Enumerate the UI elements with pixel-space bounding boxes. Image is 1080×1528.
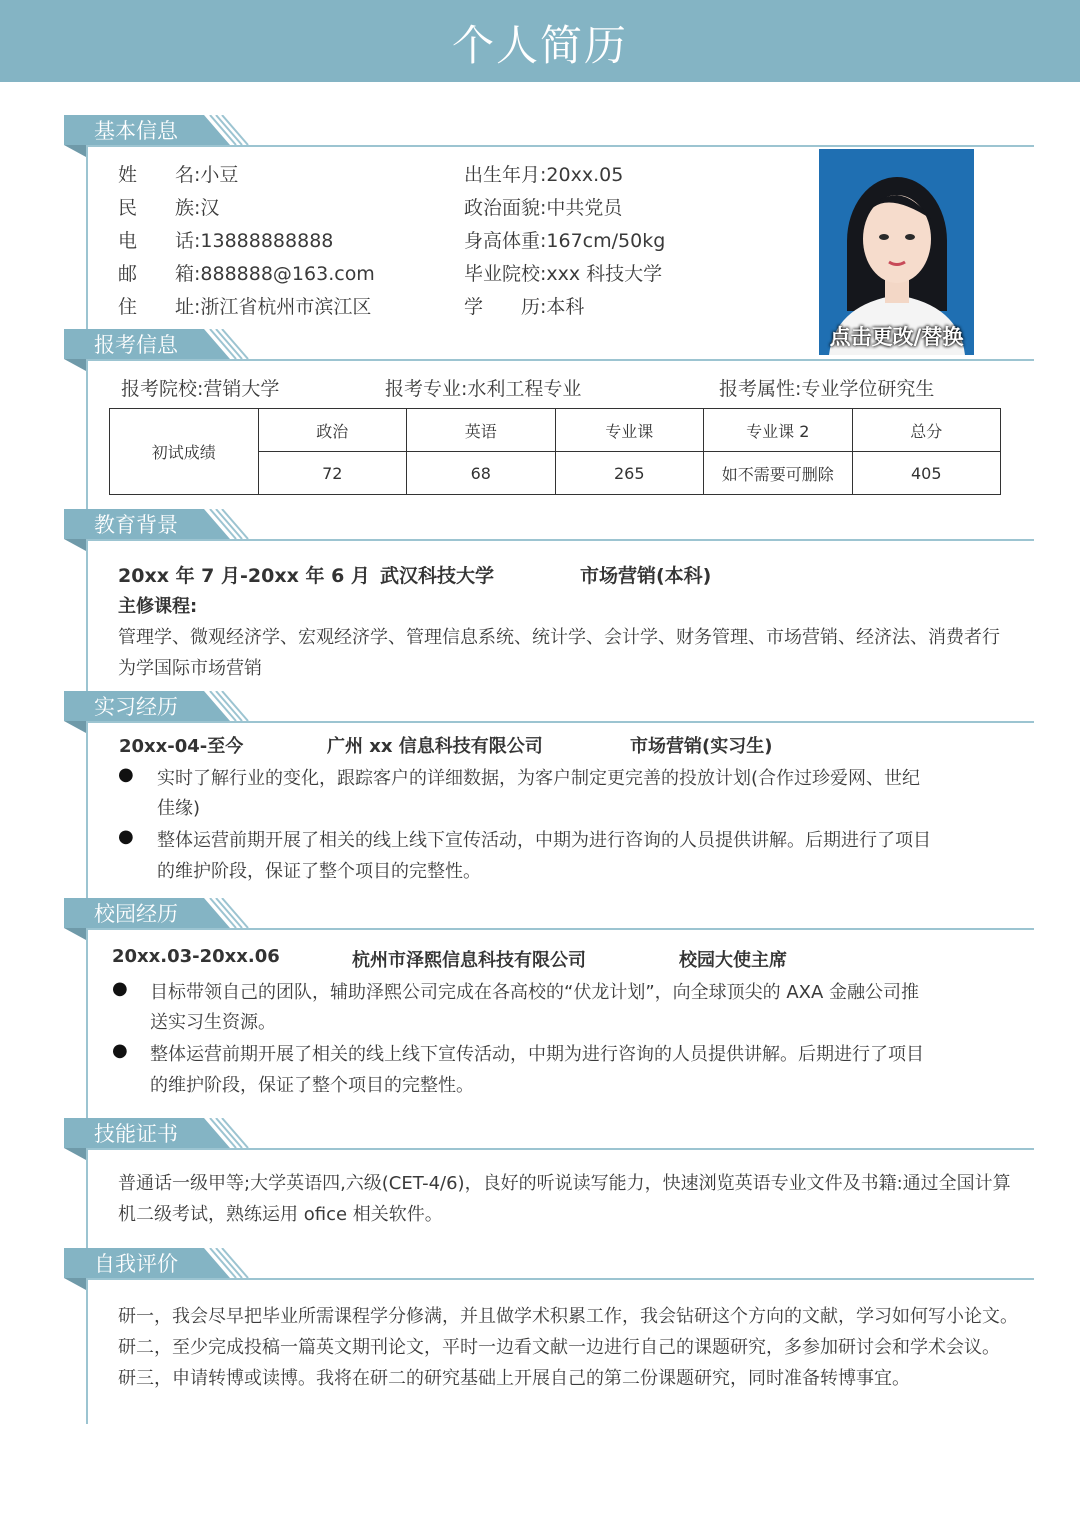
campus-company: 杭州市泽熙信息科技有限公司 bbox=[352, 950, 586, 971]
exam-type: 报考属性:专业学位研究生 bbox=[719, 378, 935, 400]
skills-line: 普通话一级甲等;大学英语四,六级(CET-4/6)，良好的听说读写能力，快速浏览英语专业文件及书籍:通过全国计算 bbox=[118, 1173, 1011, 1194]
score-header-cell: 专业课 2 bbox=[704, 409, 853, 452]
internship-bullet-line: 的维护阶段，保证了整个项目的完整性。 bbox=[157, 861, 481, 882]
score-cell: 如不需要可删除 bbox=[704, 452, 853, 495]
campus-bullet-line: 目标带领自己的团队，辅助泽熙公司完成在各高校的“伏龙计划”，向全球顶尖的 AXA 金融公司推 bbox=[150, 982, 920, 1003]
profile-photo[interactable] bbox=[819, 149, 974, 355]
score-row-label: 初试成绩 bbox=[110, 409, 259, 495]
internship-bullet-line: 整体运营前期开展了相关的线上线下宣传活动，中期为进行咨询的人员提供讲解。后期进行了项目 bbox=[157, 830, 931, 851]
basic-left-2: 电 话:13888888888 bbox=[118, 230, 334, 252]
score-header-cell: 英语 bbox=[407, 409, 556, 452]
basic-right-3: 毕业院校:xxx 科技大学 bbox=[464, 263, 663, 285]
resume-title: 个人简历 bbox=[451, 21, 628, 70]
courses-line: 为学国际市场营销 bbox=[118, 658, 262, 679]
score-cell: 72 bbox=[258, 452, 407, 495]
score-cell: 265 bbox=[555, 452, 704, 495]
internship-bullet-line: 实时了解行业的变化，跟踪客户的详细数据，为客户制定更完善的投放计划(合作过珍爱网、世纪 bbox=[157, 768, 921, 789]
basic-left-4: 住 址:浙江省杭州市滨江区 bbox=[118, 296, 372, 318]
campus-period: 20xx.03-20xx.06 bbox=[112, 946, 280, 967]
basic-left-0: 姓 名:小豆 bbox=[118, 164, 239, 186]
section-title: 校园经历 bbox=[94, 902, 178, 926]
self-eval-line: 研一，我会尽早把毕业所需课程学分修满，并且做学术积累工作，我会钻研这个方向的文献，学习如何写小论文。 bbox=[118, 1306, 1018, 1327]
basic-left-1: 民 族:汉 bbox=[118, 197, 220, 219]
score-header-cell: 总分 bbox=[852, 409, 1001, 452]
section-title: 实习经历 bbox=[94, 695, 178, 719]
self-eval-line: 研二，至少完成投稿一篇英文期刊论文，平时一边看文献一边进行自己的课题研究，多参加研讨会和学术会议。 bbox=[118, 1337, 1000, 1358]
section-header-self bbox=[64, 1248, 1034, 1282]
section-header-exam bbox=[64, 329, 1034, 363]
education-major: 市场营销(本科) bbox=[580, 565, 712, 587]
score-cell: 68 bbox=[407, 452, 556, 495]
campus-bullet-line: 的维护阶段，保证了整个项目的完整性。 bbox=[150, 1075, 474, 1096]
section-title: 报考信息 bbox=[94, 333, 178, 357]
campus-bullet-line: 送实习生资源。 bbox=[150, 1012, 276, 1033]
bullet-icon: ● bbox=[112, 1040, 128, 1061]
exam-major: 报考专业:水利工程专业 bbox=[385, 378, 582, 400]
section-header-internship bbox=[64, 691, 1034, 725]
basic-left-3: 邮 箱:888888@163.com bbox=[118, 263, 375, 285]
resume-header bbox=[0, 0, 1080, 82]
photo-caption[interactable]: 点击更改/替换 bbox=[829, 325, 964, 349]
basic-right-0: 出生年月:20xx.05 bbox=[464, 164, 624, 186]
section-header-education bbox=[64, 509, 1034, 543]
basic-right-4: 学 历:本科 bbox=[464, 296, 585, 318]
score-cell: 405 bbox=[852, 452, 1001, 495]
education-period: 20xx 年 7 月-20xx 年 6 月 bbox=[118, 565, 370, 587]
internship-role: 市场营销(实习生) bbox=[630, 736, 773, 757]
bullet-icon: ● bbox=[118, 764, 134, 785]
self-eval-line: 研三，申请转博或读博。我将在研二的研究基础上开展自己的第二份课题研究，同时准备转博事宜。 bbox=[118, 1368, 910, 1389]
section-header-campus bbox=[64, 898, 1034, 932]
section-header-basic bbox=[64, 115, 1034, 149]
score-header-cell: 政治 bbox=[258, 409, 407, 452]
score-table bbox=[109, 408, 1001, 495]
education-school: 武汉科技大学 bbox=[380, 565, 495, 587]
section-title: 自我评价 bbox=[94, 1252, 178, 1276]
section-title: 技能证书 bbox=[94, 1122, 178, 1146]
internship-period: 20xx-04-至今 bbox=[119, 736, 244, 757]
exam-school: 报考院校:营销大学 bbox=[121, 378, 280, 400]
basic-right-1: 政治面貌:中共党员 bbox=[464, 197, 623, 219]
bullet-icon: ● bbox=[112, 978, 128, 999]
section-title: 教育背景 bbox=[94, 513, 178, 537]
courses-line: 管理学、微观经济学、宏观经济学、管理信息系统、统计学、会计学、财务管理、市场营销、经济法、消费者行 bbox=[118, 627, 1000, 648]
campus-role: 校园大使主席 bbox=[679, 950, 787, 971]
courses-label: 主修课程: bbox=[118, 596, 198, 617]
section-header-skills bbox=[64, 1118, 1034, 1152]
bullet-icon: ● bbox=[118, 826, 134, 847]
score-header-cell: 专业课 bbox=[555, 409, 704, 452]
internship-company: 广州 xx 信息科技有限公司 bbox=[327, 736, 543, 757]
skills-line: 机二级考试，熟练运用 ofice 相关软件。 bbox=[118, 1204, 443, 1225]
basic-right-2: 身高体重:167cm/50kg bbox=[464, 230, 666, 252]
internship-bullet-line: 佳缘) bbox=[157, 798, 201, 819]
campus-bullet-line: 整体运营前期开展了相关的线上线下宣传活动，中期为进行咨询的人员提供讲解。后期进行了项目 bbox=[150, 1044, 924, 1065]
section-title: 基本信息 bbox=[94, 119, 178, 143]
